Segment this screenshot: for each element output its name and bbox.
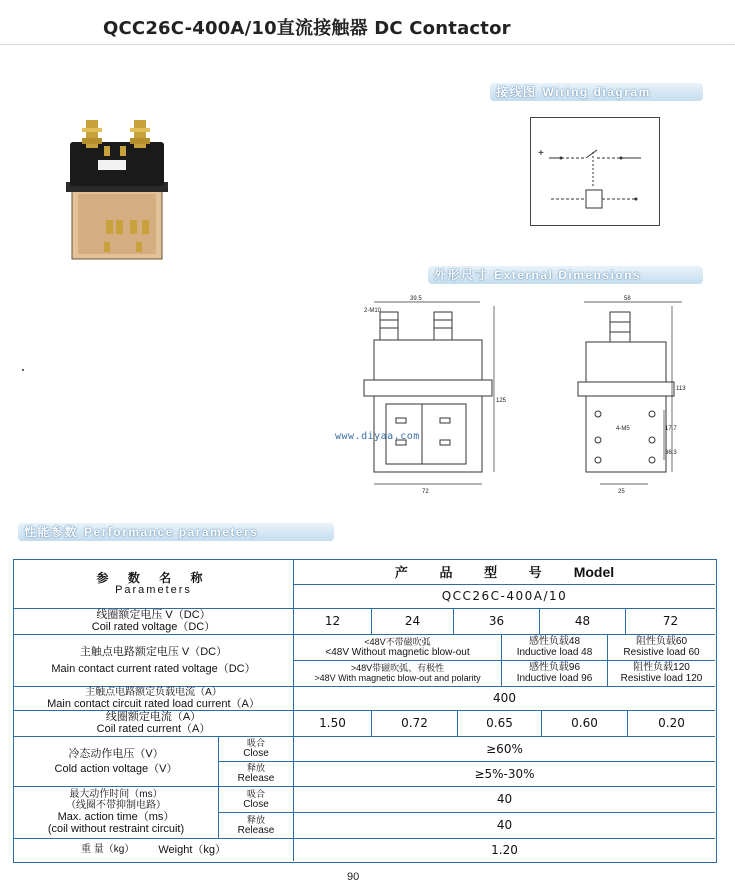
cold-release-cn: 释放 xyxy=(246,763,265,773)
time-close-cn: 吸合 xyxy=(246,788,265,799)
coil-current-72v: 0.20 xyxy=(628,711,715,737)
cold-release-value: ≥5%-30% xyxy=(294,762,715,787)
dim-label-113: 113 xyxy=(676,386,686,392)
weight-value: 1.20 xyxy=(491,842,518,857)
lt48-cell xyxy=(294,635,502,661)
wiring-banner-cn: 接线图 xyxy=(496,85,537,99)
cold-close-label xyxy=(219,737,294,762)
model-header-en: Model xyxy=(573,563,615,580)
page-number: 90 xyxy=(347,871,360,883)
dim-label-58: 58 xyxy=(624,296,631,302)
coil-current-label xyxy=(14,711,294,737)
cold-close-cn: 吸合 xyxy=(246,738,265,748)
lt48-en: <48V Without magnetic blow-out xyxy=(325,646,470,658)
action-time-en2: (coil without restraint circuit) xyxy=(47,823,185,835)
action-time-en1: Max. action time（ms） xyxy=(57,811,175,823)
cold-release-en: Release xyxy=(237,773,275,784)
coil-voltage-cn: 线圈额定电压 V（DC） xyxy=(96,609,211,621)
wiring-diagram-banner xyxy=(490,83,703,101)
coil-voltage-label xyxy=(14,609,294,635)
time-release-cn: 释放 xyxy=(246,814,265,825)
perf-banner-en: Performance parameters xyxy=(84,525,259,539)
main-contact-voltage-label xyxy=(14,635,294,687)
load-current-cn: 主触点电路额定负载电流（A） xyxy=(85,686,222,698)
perf-banner-cn: 性能参数 xyxy=(24,525,79,539)
inductive-48-cell xyxy=(502,635,608,661)
dim-label-39-5: 39.5 xyxy=(410,296,422,302)
coil-voltage-48: 48 xyxy=(540,609,626,635)
resistive-120-cell xyxy=(608,661,715,687)
coil-current-en: Coil rated current（A） xyxy=(96,723,211,735)
time-release-label xyxy=(219,813,294,839)
dim-label-72: 72 xyxy=(422,489,429,495)
dim-label-17-7: 17.7 xyxy=(665,426,677,432)
watermark: www.diyaa.com xyxy=(335,431,420,442)
weight-label xyxy=(14,839,294,861)
wiring-banner-en: Wiring diagram xyxy=(542,85,651,99)
params-header xyxy=(14,560,294,609)
coil-voltage-24: 24 xyxy=(372,609,454,635)
time-release-value: 40 xyxy=(294,813,715,839)
wiring-plus-label: + xyxy=(538,148,544,159)
gt48-cn: >48V带磁吹弧、有极性 xyxy=(350,663,445,673)
cold-action-cn: 冷态动作电压（V） xyxy=(68,747,164,760)
cold-action-label xyxy=(14,737,219,787)
dim-label-125: 125 xyxy=(496,398,507,404)
stray-mark xyxy=(22,369,24,371)
ind48-cn: 感性负载48 xyxy=(528,636,581,647)
product-photo xyxy=(58,112,188,272)
params-header-cn: 参 数 名 称 xyxy=(96,570,211,585)
ind48-en: Inductive load 48 xyxy=(516,647,593,658)
dims-banner-cn: 外形尺寸 xyxy=(434,268,489,282)
title-divider xyxy=(0,44,735,45)
coil-current-cn: 线圈额定电流（A） xyxy=(105,711,202,723)
dim-label-2-m10: 2-M10 xyxy=(364,308,382,314)
model-header-cn: 产 品 型 号 xyxy=(394,564,556,580)
dims-banner-en: External Dimensions xyxy=(494,268,642,282)
coil-current-12v: 1.50 xyxy=(294,711,372,737)
coil-current-36v: 0.65 xyxy=(458,711,542,737)
lt48-cn: <48V不带磁吹弧 xyxy=(364,636,431,647)
action-time-cn2: （线圈不带抑制电路） xyxy=(65,800,166,811)
cold-release-label xyxy=(219,762,294,787)
ind96-en: Inductive load 96 xyxy=(516,673,593,684)
weight-en: Weight（kg） xyxy=(158,843,226,856)
time-release-en: Release xyxy=(237,824,275,836)
time-close-value: 40 xyxy=(294,787,715,813)
weight-cn: 重 量（kg） xyxy=(81,844,135,855)
action-time-cn1: 最大动作时间（ms） xyxy=(69,789,163,800)
cold-close-value: ≥60% xyxy=(294,737,715,762)
wiring-diagram xyxy=(530,117,660,226)
res120-cn: 阻性负载120 xyxy=(633,662,690,673)
cold-close-en: Close xyxy=(243,748,269,759)
cold-action-en: Cold action voltage（V） xyxy=(54,762,178,775)
ind96-cn: 感性负载96 xyxy=(528,662,581,673)
params-header-en: Parameters xyxy=(115,583,192,596)
gt48-en: >48V With magnetic blow-out and polarity xyxy=(314,673,481,683)
gt48-cell xyxy=(294,661,502,687)
resistive-60-cell xyxy=(608,635,715,661)
page-title: QCC26C-400A/10直流接触器 DC Contactor xyxy=(103,18,511,39)
coil-voltage-12: 12 xyxy=(294,609,372,635)
performance-table xyxy=(13,559,717,863)
action-time-label xyxy=(14,787,219,839)
external-dimensions-drawing xyxy=(352,290,712,500)
coil-voltage-72: 72 xyxy=(626,609,715,635)
dim-label-25: 25 xyxy=(618,489,625,495)
dim-label-4-m5: 4-M5 xyxy=(616,426,630,432)
main-contact-en: Main contact current rated voltage（DC） xyxy=(51,662,256,675)
coil-voltage-en: Coil rated voltage（DC） xyxy=(91,621,216,633)
res60-en: Resistive load 60 xyxy=(623,647,700,658)
res120-en: Resistive load 120 xyxy=(620,673,703,684)
time-close-label xyxy=(219,787,294,813)
dim-label-36-3: 36.3 xyxy=(665,450,677,456)
res60-cn: 阻性负载60 xyxy=(635,636,688,647)
external-dimensions-banner xyxy=(428,266,703,284)
coil-current-24v: 0.72 xyxy=(372,711,458,737)
load-current-value: 400 xyxy=(294,687,715,711)
model-value: QCC26C-400A/10 xyxy=(294,585,715,609)
inductive-96-cell xyxy=(502,661,608,687)
load-current-en: Main contact circuit rated load current（A） xyxy=(47,697,260,710)
model-header xyxy=(294,560,715,585)
main-contact-cn: 主触点电路额定电压 V（DC） xyxy=(79,645,228,658)
wiring-diagram-drawing xyxy=(531,118,661,227)
performance-parameters-banner xyxy=(18,523,334,541)
coil-current-48v: 0.60 xyxy=(542,711,628,737)
load-current-label xyxy=(14,687,294,711)
coil-voltage-36: 36 xyxy=(454,609,540,635)
time-close-en: Close xyxy=(243,798,269,810)
